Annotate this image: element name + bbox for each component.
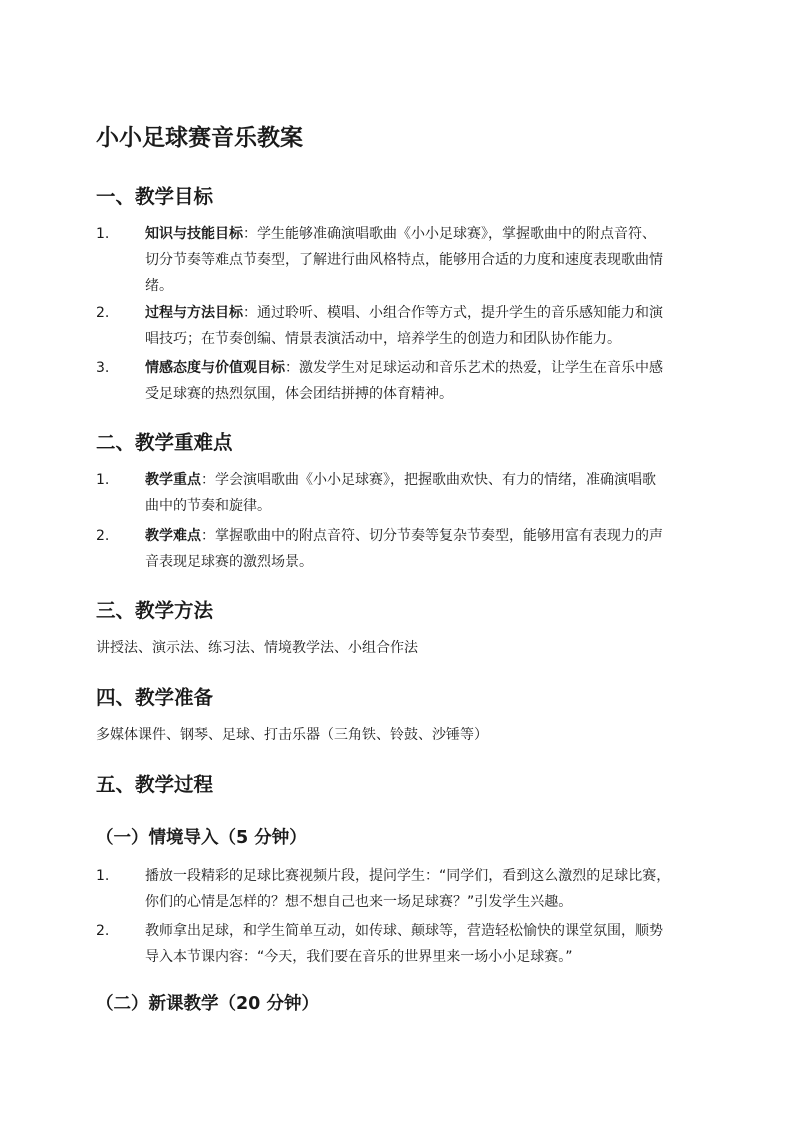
list-item xyxy=(96,355,700,407)
list-item-text: 知识与技能目标：学生能够准确演唱歌曲《小小足球赛》，掌握歌曲中的附点音符、 切分节奏等难点节奏型，了解进行曲风格特点，能够用合适的力度和速度表现歌曲情 绪。 xyxy=(145,226,663,294)
list-item-number: 1. xyxy=(96,868,110,884)
list-item-label: 情感态度与价值观目标 xyxy=(145,360,285,376)
section-heading-teaching-goals: 一、教学目标 xyxy=(96,185,214,208)
teaching-preparation-text: 多媒体课件、钢琴、足球、打击乐器（三角铁、铃鼓、沙锤等） xyxy=(96,727,488,743)
list-item xyxy=(96,918,700,970)
list-item-text: 播放一段精彩的足球比赛视频片段，提问学生：“同学们，看到这么激烈的足球比赛， 你们的心情是怎样的？想不想自己也来一场足球赛？”引发学生兴趣。 xyxy=(145,868,671,910)
section-heading-teaching-process: 五、教学过程 xyxy=(96,773,214,796)
section-heading-key-points: 二、教学重难点 xyxy=(96,431,233,454)
subsection-heading-introduction: （一）情境导入（5 分钟） xyxy=(96,828,307,848)
list-item-number: 2. xyxy=(96,305,110,321)
section-heading-teaching-preparation: 四、教学准备 xyxy=(96,686,214,709)
list-item xyxy=(96,221,700,299)
section-heading-teaching-methods: 三、教学方法 xyxy=(96,599,214,622)
list-item-label: 知识与技能目标 xyxy=(145,226,243,242)
list-item xyxy=(96,863,700,915)
list-item-number: 1. xyxy=(96,472,110,488)
teaching-methods-text: 讲授法、演示法、练习法、情境教学法、小组合作法 xyxy=(96,640,418,656)
list-item-label: 教学难点 xyxy=(145,528,201,544)
document-title: 小小足球赛音乐教案 xyxy=(96,125,303,151)
list-item xyxy=(96,300,700,352)
list-item-text: 情感态度与价值观目标：激发学生对足球运动和音乐艺术的热爱，让学生在音乐中感 受足球赛的热烈氛围，体会团结拼搏的体育精神。 xyxy=(145,360,663,402)
list-item-label: 过程与方法目标 xyxy=(145,305,243,321)
list-item xyxy=(96,467,700,519)
list-item-number: 3. xyxy=(96,360,110,376)
list-item-number: 2. xyxy=(96,923,110,939)
list-item-number: 2. xyxy=(96,528,110,544)
list-item-label: 教学重点 xyxy=(145,472,201,488)
list-item-text: 过程与方法目标：通过聆听、模唱、小组合作等方式，提升学生的音乐感知能力和演 唱技巧；在节奏创编、情景表演活动中，培养学生的创造力和团队协作能力。 xyxy=(145,305,663,347)
list-item-text: 教师拿出足球，和学生简单互动，如传球、颠球等，营造轻松愉快的课堂氛围，顺势 导入本节课内容：“今天，我们要在音乐的世界里来一场小小足球赛。” xyxy=(145,923,663,965)
list-item-text: 教学重点：学会演唱歌曲《小小足球赛》，把握歌曲欢快、有力的情绪，准确演唱歌 曲中的节奏和旋律。 xyxy=(145,472,656,514)
list-item xyxy=(96,523,700,575)
list-item-text: 教学难点：掌握歌曲中的附点音符、切分节奏等复杂节奏型，能够用富有表现力的声 音表现足球赛的激烈场景。 xyxy=(145,528,663,570)
subsection-heading-new-lesson: （二）新课教学（20 分钟） xyxy=(96,994,319,1014)
list-item-number: 1. xyxy=(96,226,110,242)
